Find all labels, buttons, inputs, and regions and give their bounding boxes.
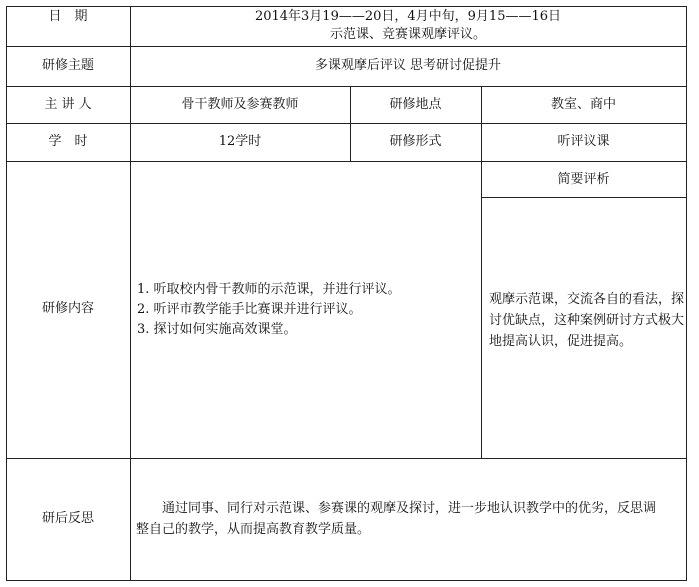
reflection-label: 研后反思 (41, 511, 94, 526)
reflection-text: 通过同事、同行对示范课、参赛课的观摩及探讨，进一步地认识教学中的优劣，反思调整自己的教学，从而提高教育教学质量。 (136, 501, 657, 537)
speaker-label: 主 讲 人 (44, 97, 92, 112)
location-value: 教室、商中 (550, 97, 616, 112)
location-label: 研修地点 (389, 97, 442, 112)
date-value-line1: 2014年3月19——20日，4月中旬，9月15——16日 (254, 9, 562, 24)
hours-value: 12学时 (218, 134, 262, 149)
theme-value: 多课观摩后评议 思考研讨促提升 (314, 58, 502, 73)
review-header: 简要评析 (557, 172, 610, 187)
content-item: 3. 探讨如何实施高效课堂。 (137, 322, 297, 337)
speaker-value: 骨干教师及参赛教师 (181, 97, 299, 112)
date-value-line2: 示范课、竞赛课观摩评议。 (329, 27, 486, 42)
content-item: 2. 听评市教学能手比赛课并进行评议。 (137, 302, 362, 317)
hours-label: 学 时 (48, 134, 88, 149)
format-label: 研修形式 (389, 134, 442, 149)
theme-label: 研修主题 (41, 58, 94, 73)
format-value: 听评议课 (557, 134, 610, 149)
content-label: 研修内容 (41, 301, 94, 316)
content-item: 1. 听取校内骨干教师的示范课，并进行评议。 (137, 282, 401, 297)
review-text: 观摩示范课，交流各自的看法，探讨优缺点，这种案例研讨方式极大地提高认识，促进提高。 (489, 292, 685, 349)
date-label: 日 期 (48, 9, 88, 24)
